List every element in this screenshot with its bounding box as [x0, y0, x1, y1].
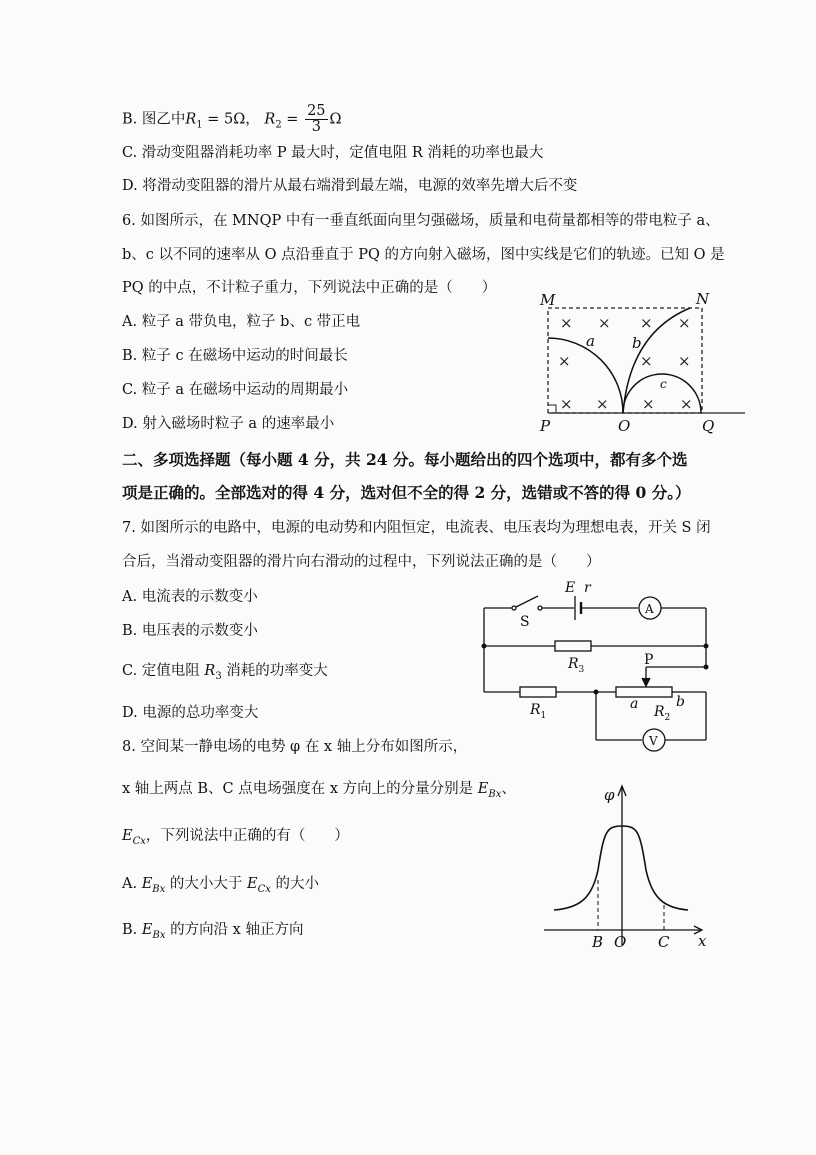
label-r3: $R_3$ — [568, 656, 585, 675]
junction-dot — [704, 665, 709, 670]
field-mark: × — [596, 395, 609, 413]
q8-stem-line3: $E_{Cx}$，下列说法中正确的有（ ） — [122, 828, 349, 847]
q5-option-c: C. 滑动变阻器消耗功率 P 最大时，定值电阻 R 消耗的功率也最大 — [122, 145, 544, 161]
label-b: B — [592, 933, 604, 951]
junction-dot — [704, 644, 709, 649]
q6-option-c: C. 粒子 a 在磁场中运动的周期最小 — [122, 382, 349, 398]
switch-pivot — [512, 606, 516, 610]
q8-stem-line1: 8. 空间某一静电场的电势 φ 在 x 轴上分布如图所示， — [122, 739, 468, 755]
field-mark: × — [678, 314, 691, 332]
label-s: S — [520, 614, 530, 630]
field-mark: × — [560, 314, 573, 332]
label-e: E — [565, 580, 576, 596]
junction-dot — [482, 644, 487, 649]
label-r: r — [584, 580, 591, 596]
q6-stem-line1: 6. 如图所示，在 MNQP 中有一垂直纸面向里匀强磁场，质量和电荷量都相等的带电粒子 a、 — [122, 213, 720, 229]
label-end-b: b — [676, 694, 685, 710]
q7-stem-line1: 7. 如图所示的电路中，电源的电动势和内阻恒定，电流表、电压表均为理想电表，开关 S 闭 — [122, 520, 711, 536]
section2-heading-line1: 二、多项选择题（每小题 4 分，共 24 分。每小题给出的四个选项中，都有多个选 — [122, 450, 688, 469]
field-mark: × — [640, 352, 653, 370]
label-end-a: a — [630, 696, 639, 712]
switch-blade — [516, 596, 538, 607]
label-phi: φ — [604, 786, 615, 804]
q8-option-b: B. $E_{Bx}$ 的方向沿 x 轴正方向 — [122, 922, 304, 941]
section2-heading-line2: 项是正确的。全部选对的得 4 分，选对但不全的得 2 分，选错或不答的得 0 分。） — [122, 483, 691, 502]
q6-stem-line2: b、c 以不同的速率从 O 点沿垂直于 PQ 的方向射入磁场，图中实线是它们的轨迹。已知 O 是 — [122, 247, 725, 263]
q6-option-d: D. 射入磁场时粒子 a 的速率最小 — [122, 416, 335, 432]
field-mark: × — [598, 314, 611, 332]
q5-option-b: B. 图乙中$R_1 = 5\Omega$， $R_2$ = $\frac{25}{3}$ Ω — [122, 103, 342, 135]
resistor-r3 — [555, 641, 591, 651]
q7-option-b: B. 电压表的示数变小 — [122, 623, 258, 639]
q7-option-d: D. 电源的总功率变大 — [122, 705, 259, 721]
q8-option-a: A. $E_{Bx}$ 的大小大于 $E_{Cx}$ 的大小 — [122, 876, 320, 895]
junction-dot — [594, 690, 599, 695]
label-q: Q — [702, 417, 715, 435]
q6-magnetic-field-diagram — [530, 288, 760, 438]
field-mark: × — [560, 395, 573, 413]
label-m: M — [540, 291, 556, 309]
label-b: b — [632, 334, 642, 352]
label-o: O — [618, 417, 631, 435]
label-c: c — [660, 377, 667, 391]
right-angle-mark — [548, 405, 556, 413]
rheostat-r2 — [616, 687, 672, 697]
field-mark: × — [680, 395, 693, 413]
q7-stem-line2: 合后，当滑动变阻器的滑片向右滑动的过程中，下列说法正确的是（ ） — [122, 554, 601, 570]
switch-contact — [538, 606, 542, 610]
q7-option-a: A. 电流表的示数变小 — [122, 589, 258, 605]
field-mark: × — [640, 314, 653, 332]
q6-option-a: A. 粒子 a 带负电，粒子 b、c 带正电 — [122, 314, 361, 330]
field-mark: × — [558, 352, 571, 370]
fraction-25-3: $\frac{25}{3}$ — [307, 103, 326, 135]
q8-stem-line2: x 轴上两点 B、C 点电场强度在 x 方向上的分量分别是 $E_{Bx}$、 — [122, 781, 516, 800]
voltmeter-label: V — [649, 734, 658, 748]
label-n: N — [696, 290, 710, 308]
q6-option-b: B. 粒子 c 在磁场中运动的时间最长 — [122, 348, 348, 364]
label-r1: $R_1$ — [530, 702, 547, 721]
label-p: P — [540, 417, 551, 435]
field-mark: × — [642, 395, 655, 413]
label-c: C — [658, 933, 670, 951]
q8-potential-graph — [540, 780, 720, 952]
q6-stem-line3: PQ 的中点，不计粒子重力，下列说法中正确的是（ ） — [122, 280, 497, 296]
q7-circuit-diagram — [470, 572, 720, 752]
q5-option-d: D. 将滑动变阻器的滑片从最右端滑到最左端，电源的效率先增大后不变 — [122, 178, 578, 194]
ammeter-label: A — [645, 602, 654, 616]
label-a: a — [586, 332, 595, 350]
field-mark: × — [678, 352, 691, 370]
label-slider-p: P — [644, 652, 654, 668]
label-x: x — [698, 932, 707, 950]
label-r2: $R_2$ — [654, 704, 671, 723]
label-o: O — [614, 933, 627, 951]
slider-arrowhead — [642, 678, 650, 686]
q7-option-c: C. 定值电阻 $R_3$ 消耗的功率变大 — [122, 663, 328, 682]
resistor-r1 — [520, 687, 556, 697]
potential-curve — [554, 826, 688, 910]
